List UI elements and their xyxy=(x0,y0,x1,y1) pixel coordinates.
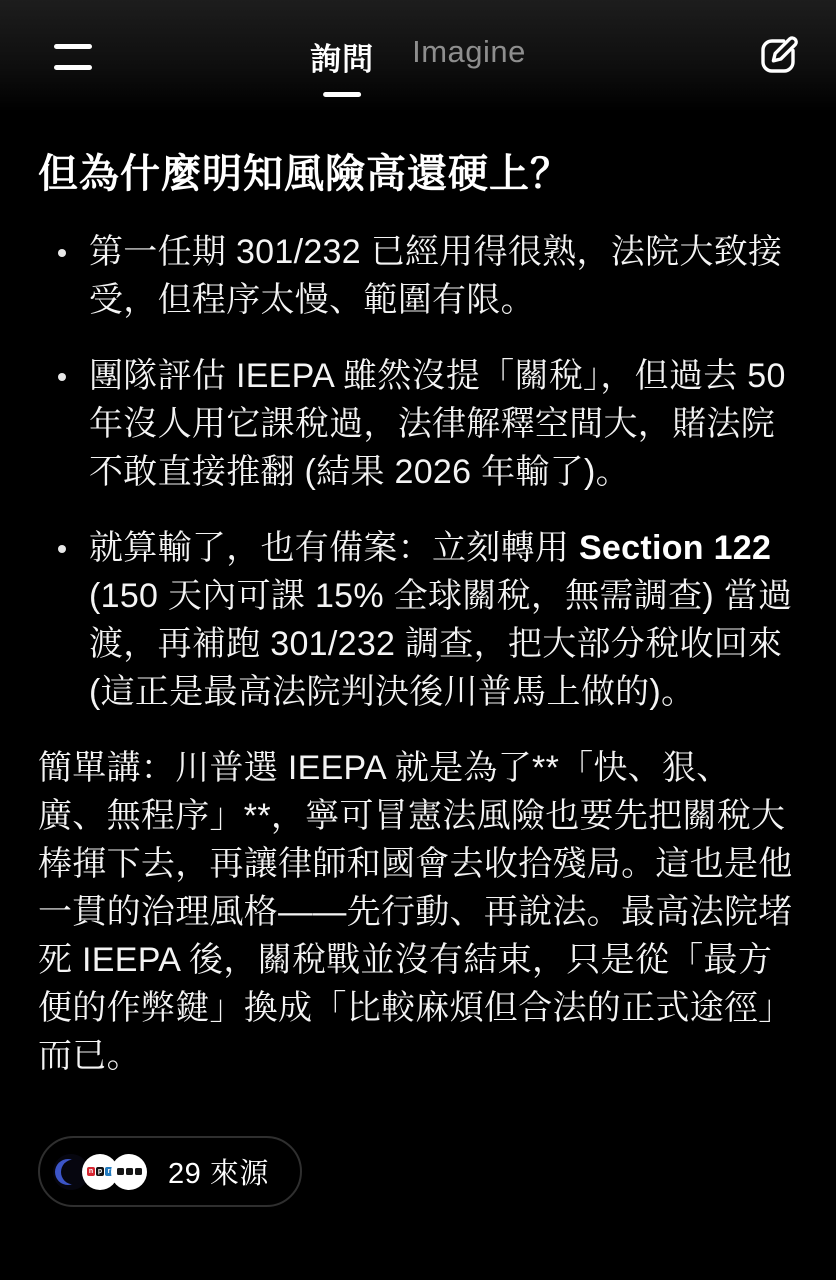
tab-imagine[interactable] xyxy=(412,34,526,70)
dots-favicon-icon xyxy=(111,1154,147,1190)
bullet-icon xyxy=(58,545,66,553)
bullet-text: 第一任期 301/232 已經用得很熟，法院大致接受，但程序太慢、範圍有限。 xyxy=(89,233,783,319)
assistant-response xyxy=(0,112,836,1207)
compose-icon xyxy=(754,32,802,80)
hamburger-icon xyxy=(54,65,92,70)
npr-letter-r: r xyxy=(105,1167,113,1176)
bullet-text-post: (150 天內可課 15% 全球關稅，無需調查) 當過渡，再補跑 301/232 調查，把大部分稅收回來 (這正是最高法院判決後川普馬上做的)。 xyxy=(89,577,793,711)
list-item xyxy=(38,352,798,496)
bullet-icon xyxy=(58,249,66,257)
header xyxy=(0,0,836,112)
tab-imagine-label: Imagine xyxy=(412,34,526,69)
bullet-text xyxy=(89,524,798,716)
header-tabs xyxy=(310,34,526,97)
new-chat-button[interactable] xyxy=(754,32,802,80)
bullet-list xyxy=(38,228,798,716)
bullet-text-pre: 就算輸了，也有備案：立刻轉用 xyxy=(89,529,579,567)
tab-ask-label: 詢問 xyxy=(310,42,375,77)
bullet-text-bold: Section 122 xyxy=(578,529,772,567)
sources-button[interactable] xyxy=(38,1136,302,1207)
summary-paragraph: 簡單講：川普選 IEEPA 就是為了**「快、狠、廣、無程序」**，寧可冒憲法風險也要先把關稅大棒揮下去，再讓律師和國會去收拾殘局。這也是他一貫的治理風格——先行動、再說法。最高法院堵死 IEEPA 後，關稅戰並沒有結束，只是從「最方便的作弊鍵」換成「比較麻煩但合法的正式途徑」而已。 xyxy=(38,749,793,1075)
list-item xyxy=(38,228,798,324)
bullet-text: 團隊評估 IEEPA 雖然沒提「關稅」，但過去 50 年沒人用它課稅過，法律解釋空間大，賭法院不敢直接推翻 (結果 2026 年輸了)。 xyxy=(89,357,786,491)
tab-ask[interactable] xyxy=(310,34,374,97)
active-tab-indicator xyxy=(323,92,361,97)
sources-count-label: 29 來源 xyxy=(168,1158,269,1190)
npr-letter-n: n xyxy=(88,1168,94,1175)
npr-letter-p: p xyxy=(97,1168,103,1175)
response-heading: 但為什麼明知風險高還硬上？ xyxy=(38,152,571,196)
menu-button[interactable] xyxy=(54,44,92,70)
source-favicons xyxy=(53,1154,147,1190)
hamburger-icon xyxy=(54,44,92,49)
list-item xyxy=(38,524,798,716)
bullet-icon xyxy=(58,373,66,381)
